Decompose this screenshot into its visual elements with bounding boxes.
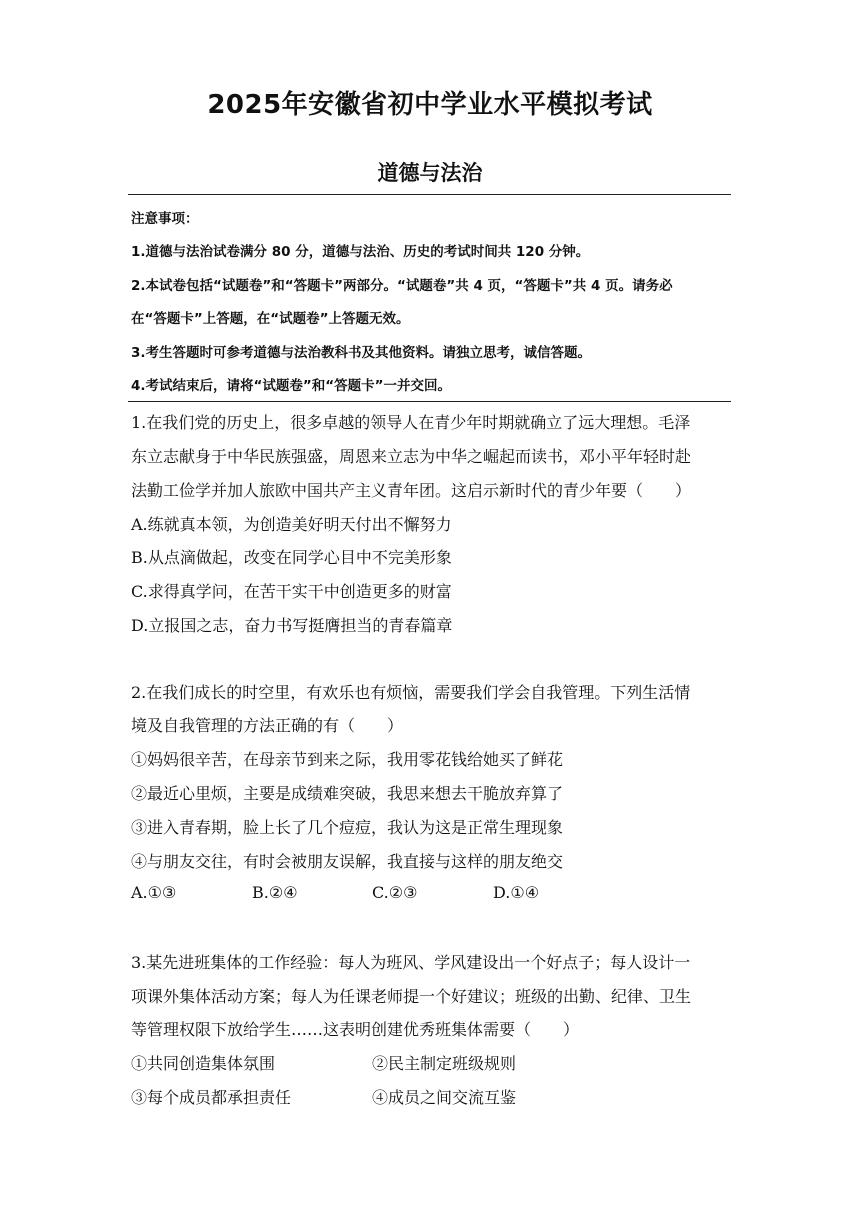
notice-line-1: 1.道德与法治试卷满分 80 分，道德与法治、历史的考试时间共 120 分钟。 <box>131 244 590 260</box>
option-d: D.立报国之志，奋力书写挺膺担当的青春篇章 <box>131 616 453 635</box>
notice-line-5: 4.考试结束后，请将“试题卷”和“答题卡”一并交回。 <box>131 378 452 394</box>
option-b: B.从点滴做起，改变在同学心目中不完美形象 <box>131 548 452 567</box>
exam-title: 2025年安徽省初中学业水平模拟考试 <box>207 90 653 120</box>
option-a: A.练就真本领，为创造美好明天付出不懈努力 <box>131 515 452 534</box>
question-stem-line: 2.在我们成长的时空里，有欢乐也有烦恼，需要我们学会自我管理。下列生活情 <box>131 683 691 702</box>
notice-top-rule <box>128 194 731 195</box>
question-stem-line: 境及自我管理的方法正确的有（ ） <box>131 716 404 735</box>
statement-4: ④与朋友交往，有时会被朋友误解，我直接与这样的朋友绝交 <box>131 852 564 871</box>
option-c: C.求得真学问，在苦干实干中创造更多的财富 <box>131 582 452 601</box>
statement-2: ②民主制定班级规则 <box>372 1054 517 1073</box>
statement-1: ①妈妈很辛苦，在母亲节到来之际，我用零花钱给她买了鲜花 <box>131 750 564 769</box>
statement-1: ①共同创造集体氛围 <box>131 1054 276 1073</box>
question-stem-line: 东立志献身于中华民族强盛，周恩来立志为中华之崛起而读书，邓小平年轻时赴 <box>131 447 692 466</box>
question-stem-line: 3.某先进班集体的工作经验：每人为班风、学风建设出一个好点子；每人设计一 <box>131 953 691 972</box>
notice-line-4: 3.考生答题时可参考道德与法治教科书及其他资料。请独立思考，诚信答题。 <box>131 345 592 361</box>
notice-line-2: 2.本试卷包括“试题卷”和“答题卡”两部分。“试题卷”共 4 页，“答题卡”共 4 页。请务必 <box>131 278 673 294</box>
statement-4: ④成员之间交流互鉴 <box>372 1088 517 1107</box>
question-stem-line: 项课外集体活动方案；每人为任课老师提一个好建议；班级的出勤、纪律、卫生 <box>131 987 692 1006</box>
statement-3: ③每个成员都承担责任 <box>131 1088 292 1107</box>
option-c: C.②③ <box>372 883 418 902</box>
question-stem-line: 1.在我们党的历史上，很多卓越的领导人在青少年时期就确立了远大理想。毛泽 <box>131 413 691 432</box>
notice-line-3: 在“答题卡”上答题，在“试题卷”上答题无效。 <box>131 311 410 327</box>
question-stem-line: 等管理权限下放给学生……这表明创建优秀班集体需要（ ） <box>131 1020 580 1039</box>
subject-title: 道德与法治 <box>377 161 483 185</box>
question-stem-line: 法勤工俭学并加人旅欧中国共产主义青年团。这启示新时代的青少年要（ ） <box>131 481 692 500</box>
statement-3: ③进入青春期，脸上长了几个痘痘，我认为这是正常生理现象 <box>131 818 564 837</box>
option-b: B.②④ <box>252 883 298 902</box>
option-a: A.①③ <box>131 883 177 902</box>
notice-bottom-rule <box>128 401 731 402</box>
notice-heading: 注意事项： <box>131 211 199 227</box>
statement-2: ②最近心里烦，主要是成绩难突破，我思来想去干脆放弃算了 <box>131 784 564 803</box>
option-d: D.①④ <box>493 883 540 902</box>
